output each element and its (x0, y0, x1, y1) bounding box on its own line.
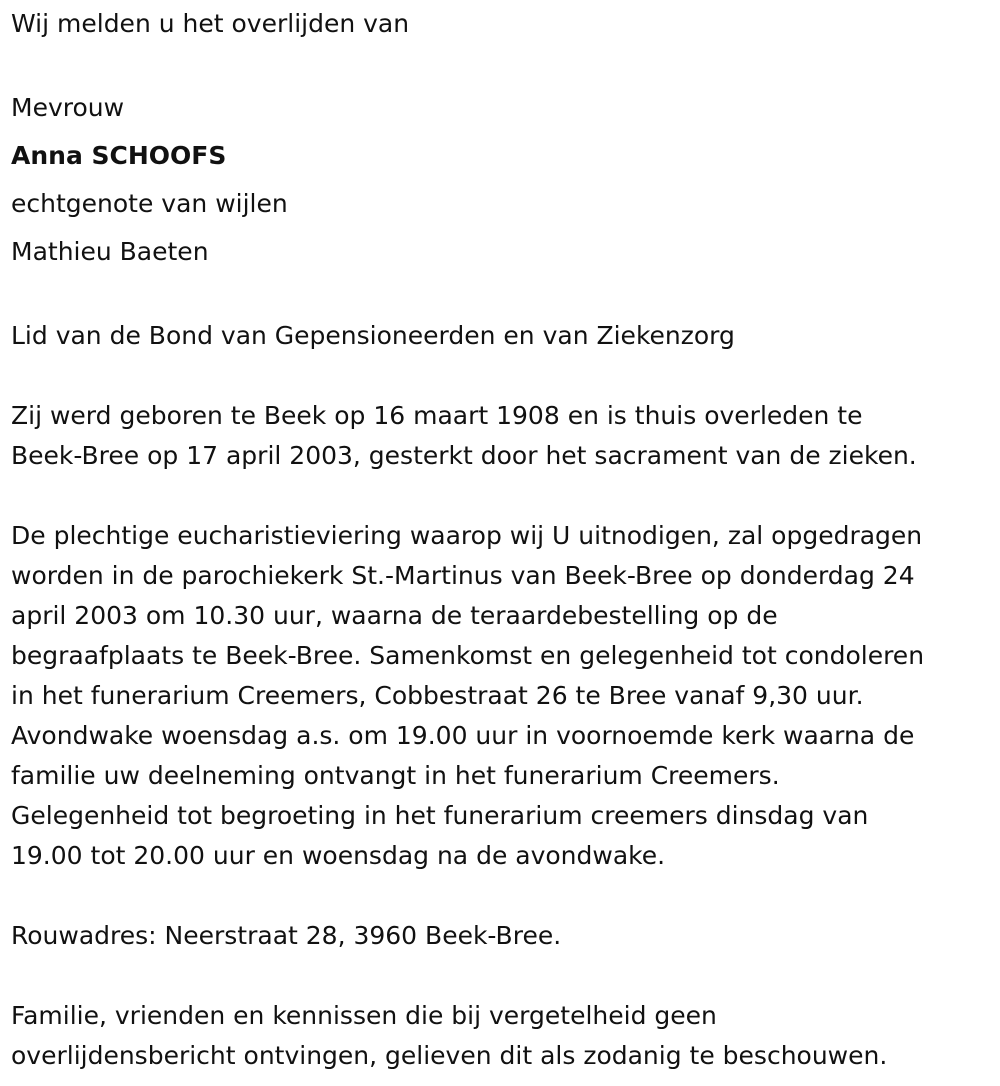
paragraph-line: in het funerarium Creemers, Cobbestraat 26 te Bree vanaf 9,30 uur. (11, 681, 864, 710)
intro-text: Wij melden u het overlijden van (11, 9, 410, 38)
spacer (11, 276, 996, 316)
birth-death-paragraph (11, 396, 996, 476)
paragraph-line: Beek-Bree op 17 april 2003, gesterkt door het sacrament van de zieken. (11, 441, 917, 470)
paragraph-line: Avondwake woensdag a.s. om 19.00 uur in voornoemde kerk waarna de (11, 721, 915, 750)
paragraph-line: overlijdensbericht ontvingen, gelieven dit als zodanig te beschouwen. (11, 1041, 888, 1070)
paragraph-line: 19.00 tot 20.00 uur en woensdag na de avondwake. (11, 841, 666, 870)
deceased-name: Anna SCHOOFS (11, 141, 227, 170)
honorific: Mevrouw (11, 93, 125, 122)
spacer (11, 956, 996, 996)
paragraph-line: begraafplaats te Beek-Bree. Samenkomst en gelegenheid tot condoleren (11, 641, 925, 670)
obituary-notice (11, 0, 996, 1076)
paragraph-line: De plechtige eucharistieviering waarop wij U uitnodigen, zal opgedragen (11, 521, 923, 550)
mourning-address: Rouwadres: Neerstraat 28, 3960 Beek-Bree. (11, 921, 562, 950)
paragraph-line: Familie, vrienden en kennissen die bij vergetelheid geen (11, 1001, 717, 1030)
funeral-paragraph (11, 516, 996, 876)
spacer (11, 876, 996, 916)
spouse-label: echtgenote van wijlen (11, 189, 288, 218)
spouse-name: Mathieu Baeten (11, 237, 209, 266)
paragraph-line: april 2003 om 10.30 uur, waarna de teraardebestelling op de (11, 601, 778, 630)
spacer (11, 44, 996, 84)
paragraph-line: Gelegenheid tot begroeting in het funerarium creemers dinsdag van (11, 801, 869, 830)
paragraph-line: worden in de parochiekerk St.-Martinus van Beek-Bree op donderdag 24 (11, 561, 915, 590)
paragraph-line: Zij werd geboren te Beek op 16 maart 1908 en is thuis overleden te (11, 401, 863, 430)
membership-text: Lid van de Bond van Gepensioneerden en van Ziekenzorg (11, 321, 735, 350)
spacer (11, 356, 996, 396)
closing-paragraph (11, 996, 996, 1076)
spacer (11, 476, 996, 516)
paragraph-line: familie uw deelneming ontvangt in het funerarium Creemers. (11, 761, 780, 790)
